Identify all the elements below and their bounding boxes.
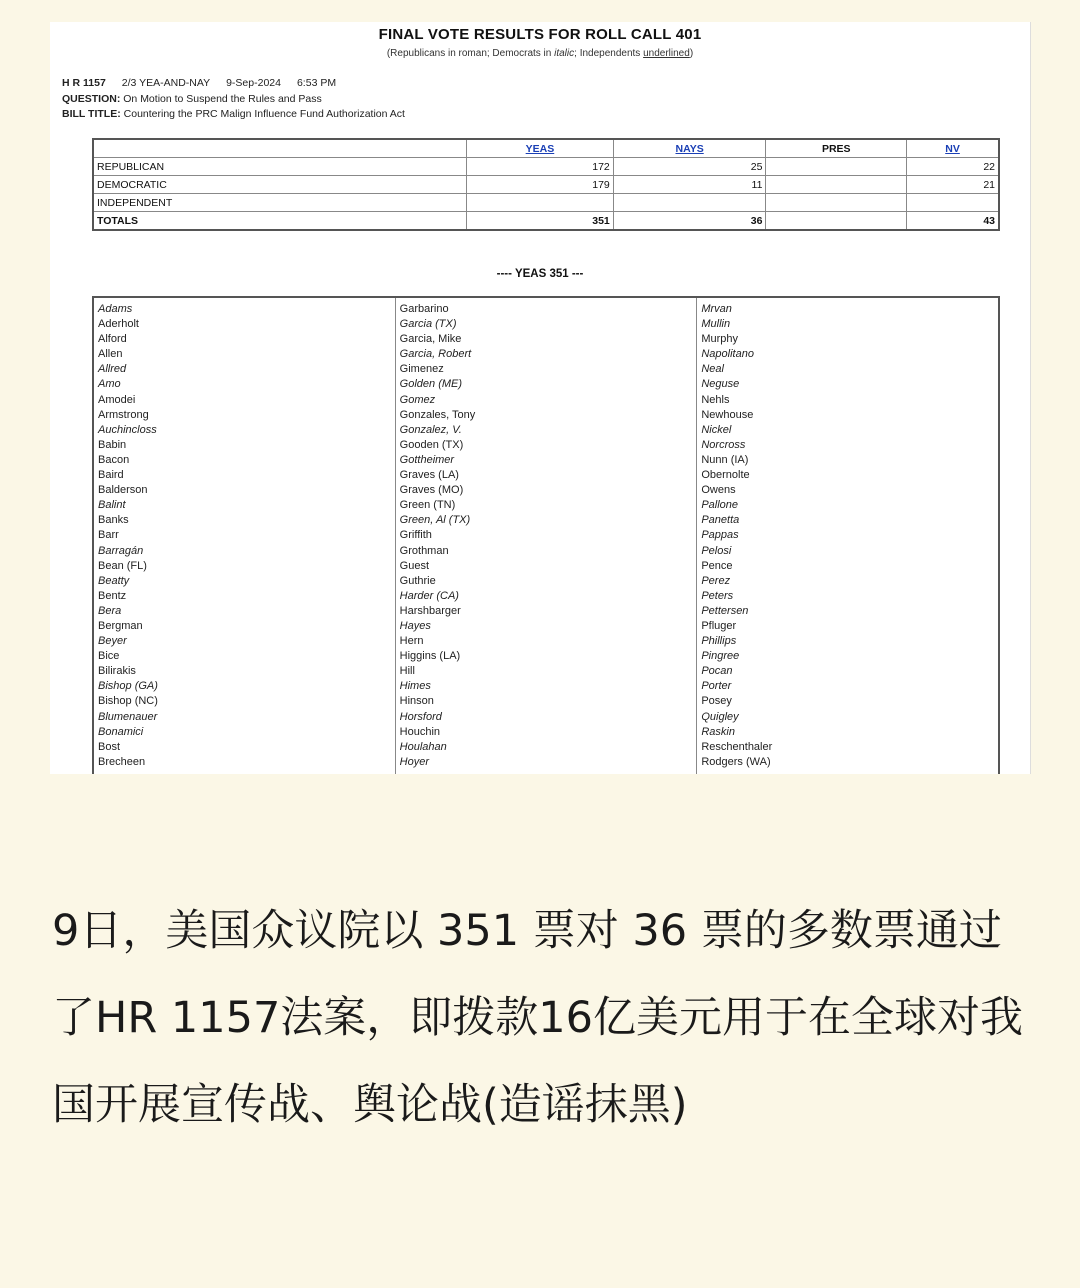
- member-name: Reschenthaler: [701, 740, 773, 753]
- party-label: DEMOCRATIC: [93, 176, 467, 194]
- member-name: Bost: [98, 740, 121, 753]
- member-name: Garcia (TX): [399, 318, 457, 331]
- member-name: Grothman: [399, 544, 449, 557]
- member-name: Barr: [98, 529, 119, 542]
- names-column: [94, 298, 396, 774]
- vote-date: 9-Sep-2024: [226, 77, 281, 89]
- member-name: Gonzales, Tony: [399, 408, 476, 421]
- member-name: Graves (LA): [399, 469, 459, 482]
- nays-total: 36: [613, 212, 766, 231]
- member-name: Pfluger: [701, 619, 737, 632]
- member-name: Houlahan: [399, 740, 447, 753]
- member-name: Garbarino: [399, 303, 449, 315]
- member-name: Amodei: [98, 393, 136, 406]
- member-name: Pallone: [701, 499, 739, 512]
- member-name: Pingree: [701, 650, 740, 663]
- member-name: Bean (FL): [98, 559, 147, 572]
- party-label: REPUBLICAN: [93, 158, 467, 176]
- member-name: Guthrie: [399, 574, 436, 587]
- member-name: Harder (CA): [399, 589, 459, 602]
- member-name: Mrvan: [701, 303, 732, 315]
- member-name: Bacon: [98, 453, 130, 466]
- member-name: Nunn (IA): [701, 453, 749, 466]
- member-name: Porter: [701, 680, 732, 693]
- pres-count: [766, 176, 907, 194]
- member-name: Beatty: [98, 574, 130, 587]
- member-name: Allred: [98, 363, 127, 376]
- member-name: Hill: [399, 665, 415, 678]
- bill-title-label: BILL TITLE:: [62, 108, 121, 120]
- article-caption: 9日，美国众议院以 351 票对 36 票的多数票通过了HR 1157法案，即拨款16亿美元用于在全球对我国开展宣传战、舆论战(造谣抹黑): [52, 906, 1024, 1130]
- nv-count: 21: [907, 176, 999, 194]
- member-name: Gooden (TX): [399, 438, 464, 451]
- member-name: Neguse: [701, 378, 740, 391]
- member-name: Horsford: [399, 710, 442, 723]
- member-name: Newhouse: [701, 408, 754, 421]
- nv-count: 22: [907, 158, 999, 176]
- member-name: Beyer: [98, 635, 127, 648]
- member-name: Murphy: [701, 333, 739, 346]
- nays-count: 11: [613, 176, 766, 194]
- question-label: QUESTION:: [62, 93, 121, 105]
- summary-row-democratic: [93, 176, 999, 194]
- summary-header-blank: [93, 139, 467, 158]
- bill-title-line: [62, 108, 405, 120]
- member-name: Hayes: [399, 619, 431, 632]
- member-name: Alford: [98, 333, 127, 346]
- member-name: Gomez: [399, 393, 436, 406]
- nv-header-link[interactable]: NV: [907, 139, 999, 158]
- member-name: Blumenauer: [98, 710, 158, 723]
- member-name: Quigley: [701, 710, 739, 723]
- member-name: Griffith: [399, 529, 432, 542]
- pres-count: [766, 194, 907, 212]
- member-name: Garcia, Mike: [399, 333, 462, 346]
- member-name: Aderholt: [98, 318, 139, 331]
- totals-label: TOTALS: [93, 212, 467, 231]
- member-name: Bice: [98, 650, 120, 663]
- member-name: Bergman: [98, 619, 143, 632]
- summary-row-totals: [93, 212, 999, 231]
- member-name: Hern: [399, 635, 424, 648]
- vote-time: 6:53 PM: [296, 77, 337, 89]
- member-name: Adams: [98, 303, 133, 315]
- vote-summary-table: [92, 138, 1000, 231]
- member-name: Guest: [399, 559, 430, 572]
- subtitle-part: ; Independents: [574, 48, 644, 59]
- member-name: Baird: [98, 469, 124, 482]
- member-name: Neal: [701, 363, 724, 376]
- subtitle-part: ): [689, 48, 694, 59]
- subtitle-italic: italic: [554, 48, 575, 59]
- member-name: Bishop (NC): [98, 695, 158, 708]
- member-name: Mullin: [701, 318, 731, 331]
- member-name: Auchincloss: [98, 423, 157, 436]
- member-name: Balint: [98, 499, 126, 512]
- document-subtitle: [50, 48, 1030, 59]
- member-name: Nehls: [701, 393, 730, 406]
- member-name: Amo: [98, 378, 121, 391]
- nays-count: 25: [613, 158, 766, 176]
- summary-header-row: [93, 139, 999, 158]
- nv-count: [907, 194, 999, 212]
- member-name: Peters: [701, 589, 734, 602]
- member-name: Green, Al (TX): [399, 514, 471, 527]
- names-column: [697, 298, 998, 774]
- subtitle-part: (Republicans in roman; Democrats in: [386, 48, 555, 59]
- vote-type: 2/3 YEA-AND-NAY: [121, 77, 211, 89]
- member-name: Babin: [98, 438, 127, 451]
- summary-row-republican: [93, 158, 999, 176]
- bill-number: H R 1157: [62, 77, 106, 89]
- member-name: Hinson: [399, 695, 434, 708]
- member-name: Norcross: [701, 438, 746, 451]
- party-label: INDEPENDENT: [93, 194, 467, 212]
- member-name: Phillips: [701, 635, 737, 648]
- member-name: Armstrong: [98, 408, 149, 421]
- roll-call-document-image: [50, 22, 1031, 774]
- member-name: Higgins (LA): [399, 650, 461, 663]
- subtitle-underlined: underlined: [643, 48, 690, 59]
- member-name: Bilirakis: [98, 665, 136, 678]
- member-name: Posey: [701, 695, 732, 708]
- yeas-total: 351: [467, 212, 614, 231]
- member-name: Raskin: [701, 725, 735, 738]
- member-name: Banks: [98, 514, 129, 527]
- member-name: Gottheimer: [399, 453, 455, 466]
- member-name: Pappas: [701, 529, 739, 542]
- nays-count: [613, 194, 766, 212]
- yeas-count: 172: [467, 158, 614, 176]
- member-name: Bonamici: [98, 725, 144, 738]
- question-text: On Motion to Suspend the Rules and Pass: [123, 93, 322, 105]
- member-name: Owens: [701, 484, 736, 497]
- member-name: Balderson: [98, 484, 148, 497]
- yeas-count: 179: [467, 176, 614, 194]
- document-title: FINAL VOTE RESULTS FOR ROLL CALL 401: [378, 26, 702, 43]
- yeas-count: [467, 194, 614, 212]
- member-name: Pence: [701, 559, 733, 572]
- member-name: Allen: [98, 348, 123, 361]
- member-name: Nickel: [701, 423, 732, 436]
- nv-total: 43: [907, 212, 999, 231]
- member-name: Gonzalez, V.: [399, 423, 462, 436]
- member-name: Barragán: [98, 544, 144, 557]
- member-name: Bishop (GA): [98, 680, 158, 693]
- yeas-header-link[interactable]: YEAS: [467, 139, 614, 158]
- member-name: Golden (ME): [399, 378, 463, 391]
- pres-total: [766, 212, 907, 231]
- member-name: Pelosi: [701, 544, 732, 557]
- pres-header: PRES: [766, 139, 907, 158]
- member-name: Brecheen: [98, 755, 146, 768]
- names-column: [396, 298, 698, 774]
- member-name: Bentz: [98, 589, 127, 602]
- member-name: Hoyer: [399, 755, 430, 768]
- summary-row-independent: [93, 194, 999, 212]
- member-name: Pocan: [701, 665, 733, 678]
- member-name: Green (TN): [399, 499, 456, 512]
- member-name: Gimenez: [399, 363, 444, 376]
- member-name: Obernolte: [701, 469, 750, 482]
- member-name: Garcia, Robert: [399, 348, 472, 361]
- member-name: Houchin: [399, 725, 441, 738]
- member-name: Harshbarger: [399, 604, 461, 617]
- nays-header-link[interactable]: NAYS: [613, 139, 766, 158]
- member-name: Bera: [98, 604, 122, 617]
- member-name: Rodgers (WA): [701, 755, 771, 768]
- member-name: Pettersen: [701, 604, 749, 617]
- yeas-names-table: [92, 296, 1000, 774]
- member-name: Panetta: [701, 514, 740, 527]
- member-name: Graves (MO): [399, 484, 464, 497]
- question-line: [62, 93, 322, 105]
- bill-title-text: Countering the PRC Malign Influence Fund Authorization Act: [123, 108, 405, 120]
- pres-count: [766, 158, 907, 176]
- yeas-section-heading: ---- YEAS 351 ---: [496, 268, 584, 280]
- member-name: Napolitano: [701, 348, 754, 361]
- vote-meta-line: [62, 77, 336, 89]
- member-name: Himes: [399, 680, 431, 693]
- member-name: Perez: [701, 574, 731, 587]
